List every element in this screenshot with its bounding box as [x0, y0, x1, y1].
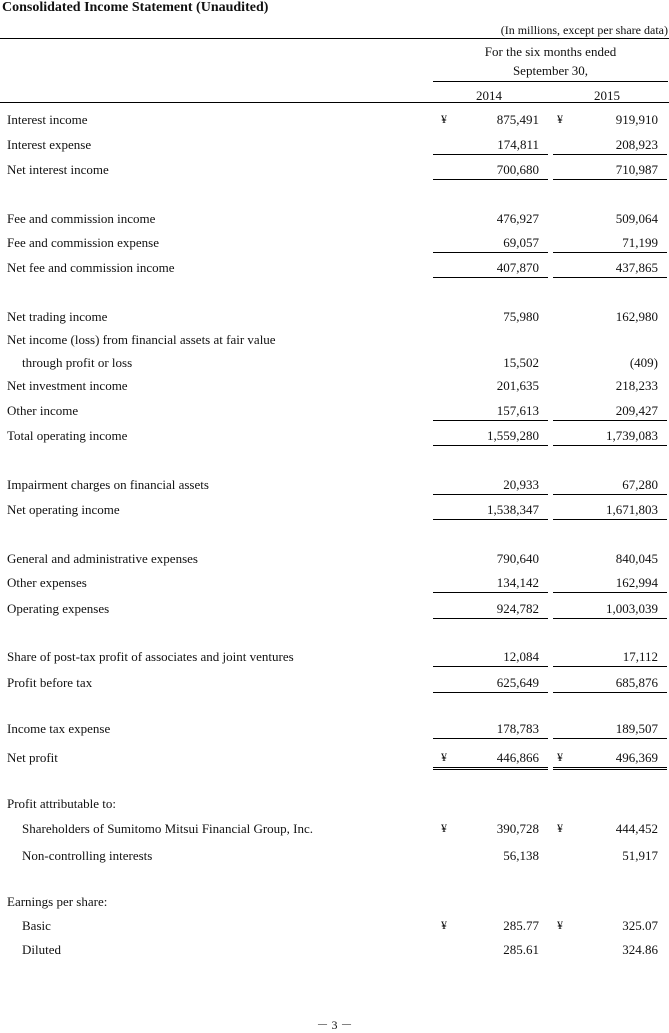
page-number: － 3 － — [316, 1018, 353, 1032]
value-2014: 625,649 — [496, 675, 539, 690]
row-label: Profit before tax — [7, 675, 93, 690]
value-2015: 325.07 — [622, 918, 658, 933]
title-rule — [0, 38, 669, 39]
value-2015: 189,507 — [615, 721, 658, 736]
value-2014: 20,933 — [503, 477, 539, 492]
row-label: Diluted — [22, 942, 61, 957]
value-2014: 790,640 — [496, 551, 539, 566]
table-row — [0, 403, 669, 423]
row-label: Interest income — [7, 112, 88, 127]
value-2014: 69,057 — [503, 235, 539, 250]
row-label: Other income — [7, 403, 79, 418]
table-row — [0, 211, 669, 231]
underline — [553, 692, 667, 693]
value-2015: 509,064 — [615, 211, 658, 226]
row-label: Interest expense — [7, 137, 92, 152]
value-2015: 1,671,803 — [606, 502, 658, 517]
table-row — [0, 309, 669, 329]
table-row — [0, 502, 669, 522]
value-2015: 162,994 — [615, 575, 658, 590]
row-label: Impairment charges on financial assets — [7, 477, 209, 492]
value-2014: 56,138 — [503, 848, 539, 863]
currency-symbol: ¥ — [441, 750, 447, 764]
row-label: Net interest income — [7, 162, 109, 177]
value-2014: 476,927 — [496, 211, 539, 226]
table-row — [0, 428, 669, 448]
underline — [553, 154, 667, 155]
row-label: Net income (loss) from financial assets at fair value — [7, 332, 276, 347]
underline — [433, 179, 548, 180]
value-2014: 390,728 — [496, 821, 539, 836]
value-2014: 407,870 — [496, 260, 539, 275]
row-label: Net investment income — [7, 378, 128, 393]
underline — [433, 252, 548, 253]
table-row — [0, 575, 669, 595]
row-label: Profit attributable to: — [7, 796, 117, 811]
underline — [433, 519, 548, 520]
row-label: Non-controlling interests — [22, 848, 153, 863]
value-2015: 71,199 — [622, 235, 658, 250]
value-2015: 1,003,039 — [606, 601, 658, 616]
row-label: Basic — [22, 918, 51, 933]
value-2015: 919,910 — [615, 112, 658, 127]
underline — [433, 738, 548, 739]
underline — [433, 592, 548, 593]
value-2014: 285.61 — [503, 942, 539, 957]
underline — [553, 666, 667, 667]
value-2015: 162,980 — [615, 309, 658, 324]
value-2014: 700,680 — [496, 162, 539, 177]
year-header-2015: 2015 — [594, 88, 620, 103]
underline — [433, 445, 548, 446]
double-underline — [433, 767, 548, 770]
underline — [433, 666, 548, 667]
table-row — [0, 162, 669, 182]
table-row — [0, 675, 669, 695]
table-row — [0, 235, 669, 255]
period-header-line2: September 30, — [512, 63, 589, 78]
value-2015: 208,923 — [615, 137, 658, 152]
value-2015: 218,233 — [615, 378, 658, 393]
table-row — [0, 378, 669, 398]
value-2014: 178,783 — [496, 721, 539, 736]
row-label: Fee and commission income — [7, 211, 156, 226]
value-2015: 1,739,083 — [606, 428, 658, 443]
units-note: (In millions, except per share data) — [500, 23, 668, 37]
currency-symbol: ¥ — [557, 750, 563, 764]
value-2014: 446,866 — [496, 750, 539, 765]
value-2014: 157,613 — [496, 403, 539, 418]
value-2014: 75,980 — [503, 309, 539, 324]
value-2014: 924,782 — [496, 601, 539, 616]
value-2014: 285.77 — [503, 918, 539, 933]
row-label: General and administrative expenses — [7, 551, 198, 566]
currency-symbol: ¥ — [441, 918, 447, 932]
value-2014: 1,559,280 — [487, 428, 539, 443]
table-row — [0, 918, 669, 938]
table-row — [0, 750, 669, 770]
row-label: Fee and commission expense — [7, 235, 159, 250]
row-label: Earnings per share: — [7, 894, 108, 909]
currency-symbol: ¥ — [557, 918, 563, 932]
table-row — [0, 112, 669, 132]
value-2015: 710,987 — [615, 162, 658, 177]
underline — [553, 277, 667, 278]
value-2015: 17,112 — [622, 649, 658, 664]
currency-symbol: ¥ — [441, 112, 447, 126]
row-label: Other expenses — [7, 575, 87, 590]
value-2014: 134,142 — [496, 575, 539, 590]
table-row — [0, 551, 669, 571]
row-label: Net fee and commission income — [7, 260, 175, 275]
value-2015: 51,917 — [622, 848, 658, 863]
header-rule — [0, 102, 669, 103]
underline — [433, 277, 548, 278]
statement-title: Consolidated Income Statement (Unaudited) — [2, 0, 269, 15]
row-label: Shareholders of Sumitomo Mitsui Financial Group, Inc. — [22, 821, 314, 836]
currency-symbol: ¥ — [557, 112, 563, 126]
value-2014: 1,538,347 — [487, 502, 539, 517]
underline — [433, 420, 548, 421]
value-2015: 437,865 — [615, 260, 658, 275]
table-row — [0, 721, 669, 741]
table-row — [0, 848, 669, 868]
double-underline — [553, 767, 667, 770]
underline — [553, 738, 667, 739]
row-label: Total operating income — [7, 428, 128, 443]
year-header-2014: 2014 — [476, 88, 502, 103]
value-2015: 324.86 — [622, 942, 658, 957]
underline — [553, 519, 667, 520]
table-row — [0, 601, 669, 621]
table-row — [0, 649, 669, 669]
underline — [553, 618, 667, 619]
value-2014: 12,084 — [503, 649, 539, 664]
underline — [433, 692, 548, 693]
table-row — [0, 796, 669, 816]
underline — [553, 592, 667, 593]
row-label: through profit or loss — [22, 355, 133, 370]
row-label: Net operating income — [7, 502, 120, 517]
underline — [433, 154, 548, 155]
value-2015: 444,452 — [615, 821, 658, 836]
table-row — [0, 332, 669, 352]
value-2015: 685,876 — [615, 675, 658, 690]
currency-symbol: ¥ — [441, 821, 447, 835]
value-2015: (409) — [629, 355, 658, 370]
row-label: Income tax expense — [7, 721, 111, 736]
currency-symbol: ¥ — [557, 821, 563, 835]
period-header-line1: For the six months ended — [484, 44, 617, 59]
row-label: Operating expenses — [7, 601, 110, 616]
table-row — [0, 260, 669, 280]
row-label: Share of post-tax profit of associates and joint ventures — [7, 649, 294, 664]
underline — [553, 252, 667, 253]
underline — [433, 494, 548, 495]
value-2015: 67,280 — [622, 477, 658, 492]
table-row — [0, 942, 669, 962]
table-row — [0, 477, 669, 497]
underline — [553, 494, 667, 495]
value-2014: 875,491 — [496, 112, 539, 127]
table-row — [0, 355, 669, 375]
value-2015: 209,427 — [615, 403, 658, 418]
underline — [553, 179, 667, 180]
value-2014: 15,502 — [503, 355, 539, 370]
period-underline — [433, 81, 668, 82]
row-label: Net profit — [7, 750, 58, 765]
table-row — [0, 137, 669, 157]
value-2014: 201,635 — [496, 378, 539, 393]
table-row — [0, 894, 669, 914]
table-row — [0, 821, 669, 841]
value-2015: 840,045 — [615, 551, 658, 566]
value-2015: 496,369 — [615, 750, 658, 765]
underline — [553, 420, 667, 421]
row-label: Net trading income — [7, 309, 108, 324]
underline — [433, 618, 548, 619]
underline — [553, 445, 667, 446]
value-2014: 174,811 — [497, 137, 539, 152]
